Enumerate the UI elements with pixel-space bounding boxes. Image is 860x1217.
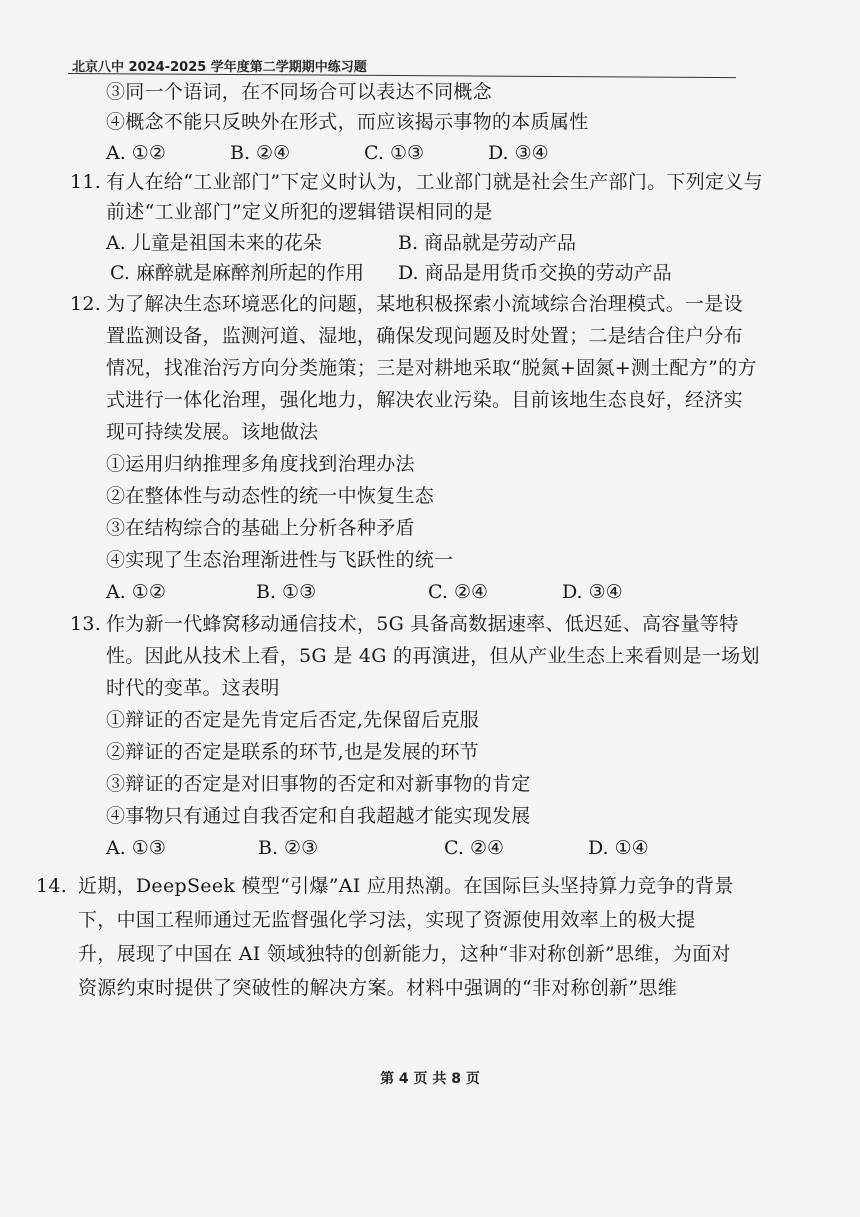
q13-option-d: D. ①④: [588, 837, 649, 859]
q12-option-b: B. ①③: [256, 581, 317, 603]
exam-header: 北京八中 2024-2025 学年度第二学期期中练习题: [72, 60, 367, 75]
q13-stem-line-1: 作为新一代蜂窝移动通信技术，5G 具备高数据速率、低迟延、高容量等特: [106, 613, 739, 635]
q12-stem-line-2: 置监测设备，监测河道、湿地，确保发现问题及时处置；二是结合住户分布: [106, 325, 743, 347]
q11-option-c: C. 麻醉就是麻醉剂所起的作用: [110, 262, 364, 284]
q12-stem-line-1: 为了解决生态环境恶化的问题，某地积极探索小流域综合治理模式。一是设: [106, 293, 743, 315]
q13-statement-2: ②辩证的否定是联系的环节,也是发展的环节: [106, 741, 480, 763]
q13-statement-3: ③辩证的否定是对旧事物的否定和对新事物的肯定: [106, 773, 531, 795]
q13-statement-1: ①辩证的否定是先肯定后否定,先保留后克服: [106, 709, 480, 731]
q12-stem-line-5: 现可持续发展。该地做法: [106, 421, 319, 443]
q10-statement-3: ③同一个语词，在不同场合可以表达不同概念: [106, 81, 493, 103]
q11-option-d: D. 商品是用货币交换的劳动产品: [398, 262, 672, 284]
q12-number: 12.: [70, 293, 102, 315]
q11-option-b: B. 商品就是劳动产品: [398, 232, 577, 254]
q10-statement-4: ④概念不能只反映外在形式，而应该揭示事物的本质属性: [106, 111, 589, 133]
q13-stem-line-3: 时代的变革。这表明: [106, 677, 280, 699]
q13-statement-4: ④事物只有通过自我否定和自我超越才能实现发展: [106, 805, 531, 827]
q12-statement-3: ③在结构综合的基础上分析各种矛盾: [106, 517, 415, 539]
q11-stem-line-2: 前述“工业部门”定义所犯的逻辑错误相同的是: [106, 201, 493, 223]
q12-stem-line-4: 式进行一体化治理，强化地力，解决农业污染。目前该地生态良好，经济实: [106, 389, 743, 411]
q10-option-c: C. ①③: [364, 142, 425, 164]
q12-statement-4: ④实现了生态治理渐进性与飞跃性的统一: [106, 549, 454, 571]
q12-statement-2: ②在整体性与动态性的统一中恢复生态: [106, 485, 435, 507]
q10-option-b: B. ②④: [230, 142, 291, 164]
q10-option-a: A. ①②: [106, 142, 166, 164]
q13-option-a: A. ①③: [106, 837, 166, 859]
q12-option-c: C. ②④: [428, 581, 489, 603]
q13-option-c: C. ②④: [444, 837, 505, 859]
q10-option-d: D. ③④: [488, 142, 549, 164]
q12-statement-1: ①运用归纳推理多角度找到治理办法: [106, 453, 415, 475]
q11-number: 11.: [70, 171, 102, 193]
q14-stem-line-3: 升，展现了中国在 AI 领域独特的创新能力，这种“非对称创新”思维，为面对: [78, 943, 731, 965]
q12-option-a: A. ①②: [106, 581, 166, 603]
page-number: 第 4 页 共 8 页: [380, 1071, 480, 1087]
q14-stem-line-4: 资源约束时提供了突破性的解决方案。材料中强调的“非对称创新”思维: [78, 977, 678, 999]
header-divider: [68, 73, 736, 78]
q12-stem-line-3: 情况，找准治污方向分类施策；三是对耕地采取“脱氮+固氮+测土配方”的方: [106, 357, 757, 379]
q14-stem-line-1: 近期，DeepSeek 模型“引爆”AI 应用热潮。在国际巨头坚持算力竞争的背景: [78, 875, 734, 897]
q13-stem-line-2: 性。因此从技术上看，5G 是 4G 的再演进，但从产业生态上来看则是一场划: [106, 645, 760, 667]
q11-stem-line-1: 有人在给“工业部门”下定义时认为，工业部门就是社会生产部门。下列定义与: [106, 171, 763, 193]
q14-stem-line-2: 下，中国工程师通过无监督强化学习法，实现了资源使用效率上的极大提: [78, 909, 696, 931]
q13-number: 13.: [70, 613, 102, 635]
q12-option-d: D. ③④: [562, 581, 623, 603]
q11-option-a: A. 儿童是祖国未来的花朵: [106, 232, 322, 254]
q14-number: 14.: [36, 875, 68, 897]
q13-option-b: B. ②③: [258, 837, 319, 859]
